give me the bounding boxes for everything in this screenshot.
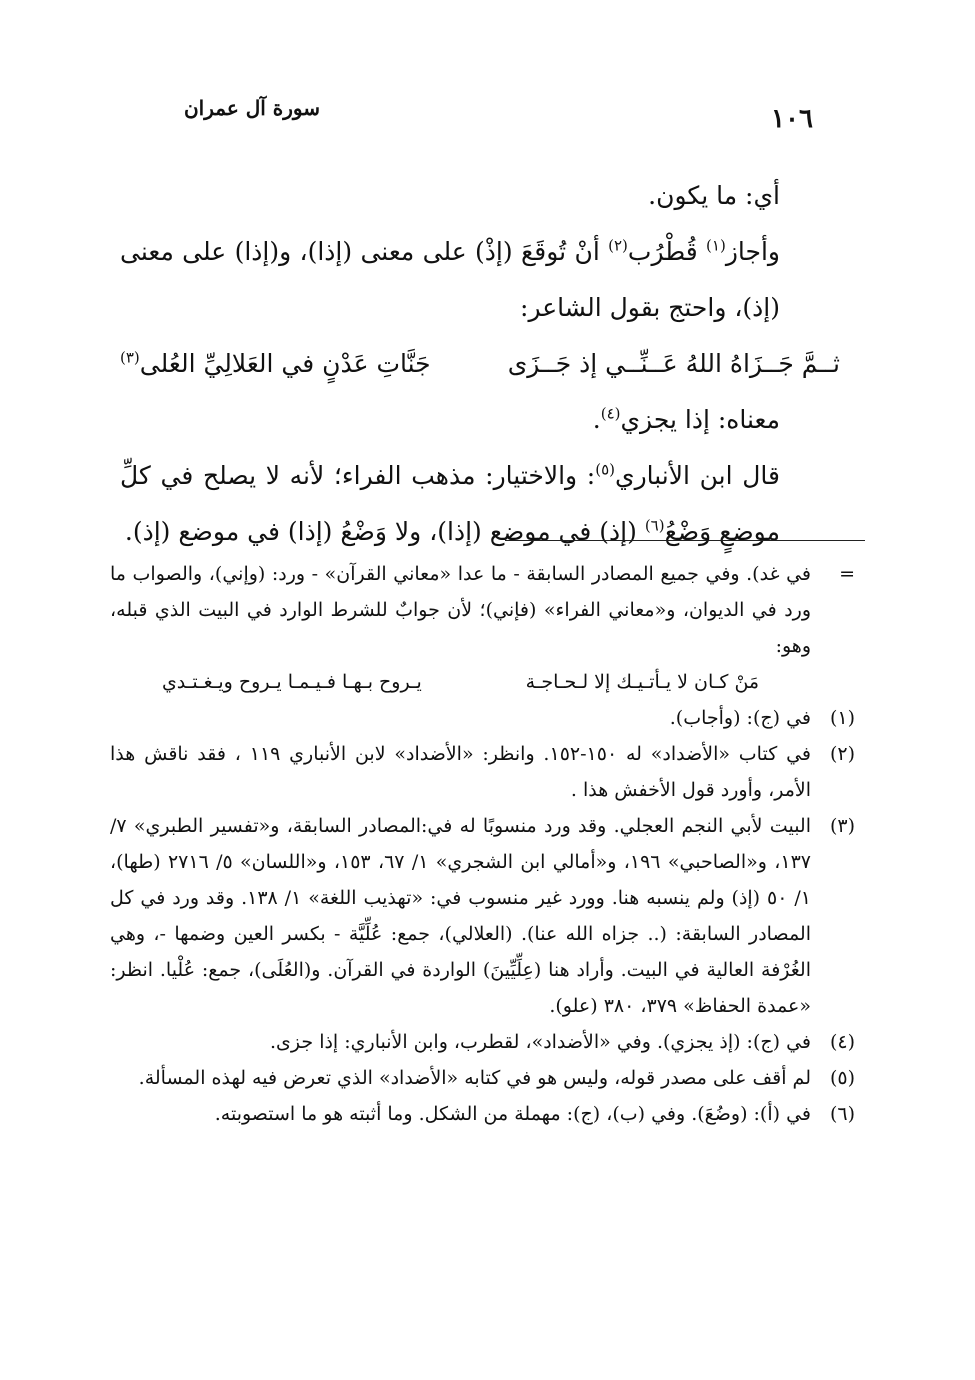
- footnote-reference: (٢): [608, 236, 628, 255]
- paragraph-text: معناه: إذا يجزي: [620, 405, 780, 434]
- footnote-text: في كتاب «الأضداد» له ١٥٠-١٥٢. وانظر: «الأضداد» لابن الأنباري ١١٩ ، فقد ناقش هذا الأمر، وأورد قول الأخفش هذا .: [110, 743, 811, 801]
- footnote-text: في (ج): (وأجاب).: [669, 707, 811, 729]
- paragraph-text: قال ابن الأنباري: [615, 461, 780, 490]
- footnote-reference: (٦): [644, 516, 665, 535]
- footnote-continuation: [110, 556, 855, 664]
- running-header-title: سورة آل عمران: [183, 96, 320, 120]
- footnote-number: (٣): [829, 815, 855, 837]
- footnote-number: (٢): [829, 743, 855, 765]
- verse-second-hemistich-text: جَنَّاتِ عَدْنٍ في العَلالِيِّ العُلى: [139, 349, 431, 378]
- footnote-text: لم أقف على مصدر قوله، وليس هو في كتابه «الأضداد» الذي تعرض فيه لهذه المسألة.: [138, 1067, 811, 1089]
- main-text: [120, 168, 840, 560]
- paragraph-text: (إذ) في موضع (إذا)، ولا وَضْعُ (إذا) في موضع (إذ).: [124, 517, 645, 546]
- verse-first-hemistich: ثــمَّ جَــزَاهُ اللهُ عَــنِّــي إذ جَــزَى: [507, 349, 840, 378]
- footnote-item: [110, 736, 855, 808]
- footnote-reference: (٤): [600, 404, 621, 423]
- continuation-marker: =: [839, 563, 855, 585]
- verse-first-hemistich: مَنْ كـان لا يـأتـيـك إلا لـحـاجـة: [525, 671, 760, 693]
- footnote-item: [110, 1060, 855, 1096]
- footnote-verse: [110, 664, 855, 700]
- verse-second-hemistich: يـروح بـهـا فـيـمـا يـروح ويـغـتـدي: [161, 671, 422, 693]
- verse-second-hemistich: [120, 336, 431, 392]
- footnote-number: (٤): [829, 1031, 855, 1053]
- paragraph-text: : والاختيار: مذهب الفراء؛ لأنه لا يصلح في كلِّ موضعٍ وَضْعُ: [120, 461, 780, 546]
- paragraph-text: قُطْرُب: [627, 237, 707, 266]
- footnote-text: في (أ): (وضُعَ). وفي (ب)، (ج): مهملة من الشكل. وما أثبته هو ما استصوبته.: [214, 1103, 811, 1125]
- footnote-text: في (ج): (إذ يجزي). وفي «الأضداد»، لقطرب، وابن الأنباري: إذا جزى.: [270, 1031, 811, 1053]
- paragraph-text: أنْ تُوقَعَ (إذْ) على معنى (إذا)، و(إذا) على معنى (إذ)، واحتج بقول الشاعر:: [120, 237, 780, 322]
- footnote-reference: (١): [706, 236, 726, 255]
- footnote-text: في غد). وفي جميع المصادر السابقة - ما عدا «معاني القرآن» - ورد: (وإني)، والصواب ما ورد في الديوان، و«معاني الفراء» (فإني)؛ لأن جوابٌ للشرط الوارد في البيت الذي قبله، وهو:: [110, 563, 811, 657]
- footnote-text: البيت لأبي النجم العجلي. وقد ورد منسوبًا له في:المصادر السابقة، و«تفسير الطبري» ٧/ ١٣٧، و«الصاحبي» ١٩٦، و«أمالي ابن الشجري» ١/ ٦٧، ١٥٣، و«اللسان» ٥/ ٢٧١٦ (طها)، ١/ ٥٠ (إذ) ولم ينسبه هنا. وورد غير منسوب في: «تهذيب اللغة» ١/ ١٣٨. وقد ورد في كل المصادر السابقة: (.. جزاه الله عنا). (العلالي)، جمع: عُلِّيَّة - بكسر العين وضمها -، وهي الغُرْفة العالية في البيت. وأراد هنا (عِلِّيِّينَ) الواردة في القرآن. و(العُلَى)، جمع: عُلْيا. انظر: «عمدة الحفاظ» ٣٧٩، ٣٨٠ (علو).: [110, 815, 811, 1017]
- page-number: ١٠٦: [771, 104, 813, 134]
- paragraph: [120, 168, 840, 224]
- footnote-item: [110, 808, 855, 1024]
- paragraph-text: .: [592, 405, 601, 434]
- paragraph-text: أي: ما يكون.: [648, 181, 780, 210]
- footnote-number: (٥): [829, 1067, 855, 1089]
- poetry-verse: [120, 336, 840, 392]
- paragraph: [120, 448, 840, 560]
- footnote-reference: (٥): [595, 460, 615, 479]
- paragraph: [120, 224, 840, 336]
- footnote-item: [110, 700, 855, 736]
- footnote-reference: (٣): [120, 348, 140, 367]
- paragraph-text: وأجاز: [725, 237, 780, 266]
- paragraph: [120, 392, 840, 448]
- footnote-item: [110, 1024, 855, 1060]
- footnote-item: [110, 1096, 855, 1132]
- footnote-number: (١): [829, 707, 855, 729]
- footnotes: [110, 556, 855, 1132]
- footnote-number: (٦): [829, 1103, 855, 1125]
- footnote-divider: [505, 540, 865, 541]
